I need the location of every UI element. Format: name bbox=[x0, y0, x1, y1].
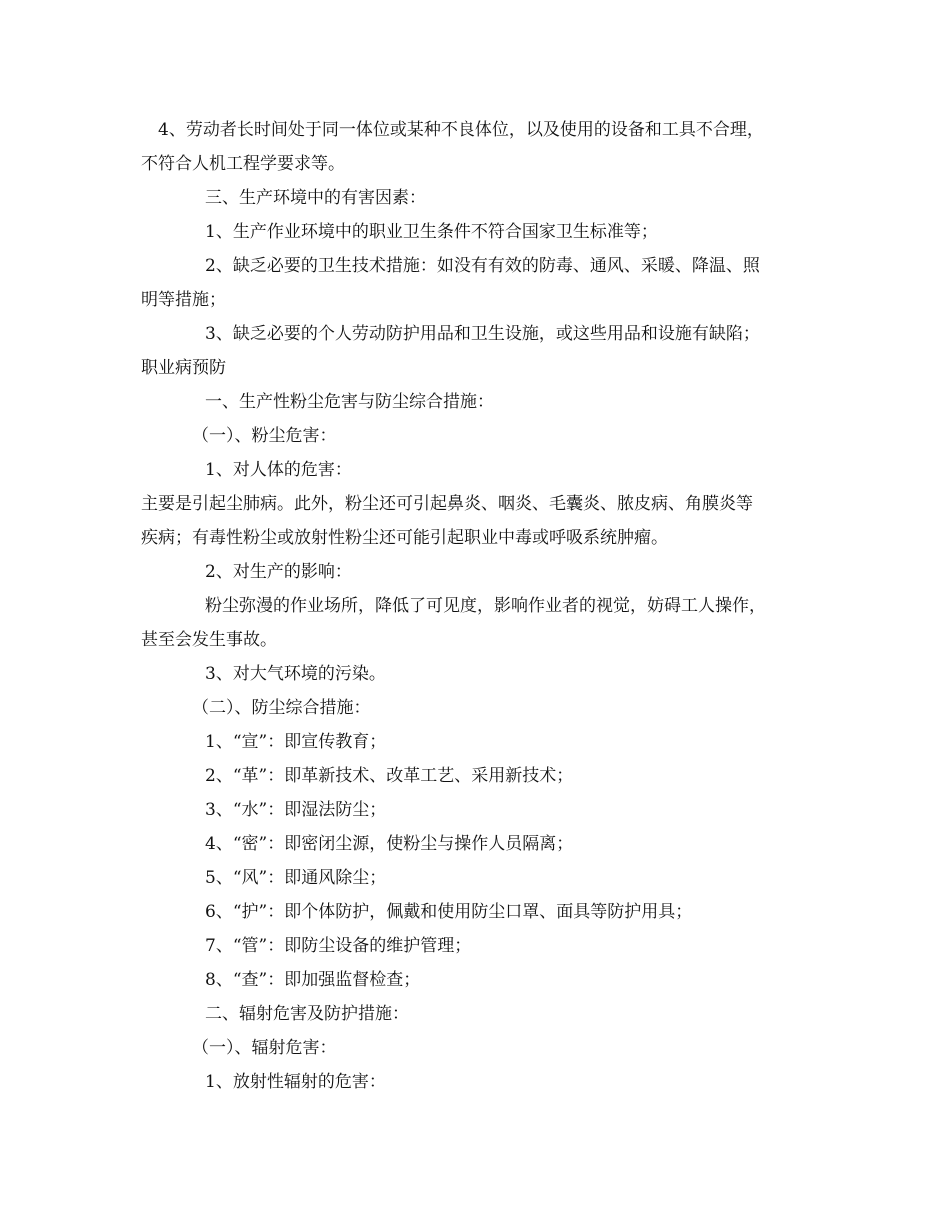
paragraph-line: 4、劳动者长时间处于同一体位或某种不良体位，以及使用的设备和工具不合理， bbox=[158, 120, 764, 140]
list-item: 2、“革”：即革新技术、改革工艺、采用新技术； bbox=[205, 766, 574, 786]
paragraph-line: 疾病；有毒性粉尘或放射性粉尘还可能引起职业中毒或呼吸系统肿瘤。 bbox=[141, 528, 668, 548]
subsection-heading: （二）、防尘综合措施： bbox=[192, 698, 371, 718]
paragraph-line: 3、缺乏必要的个人劳动防护用品和卫生设施，或这些用品和设施有缺陷； bbox=[205, 324, 760, 344]
paragraph-line: 1、对人体的危害： bbox=[205, 460, 352, 480]
section-heading: 一、生产性粉尘危害与防尘综合措施： bbox=[205, 392, 494, 412]
section-heading: 二、辐射危害及防护措施： bbox=[205, 1004, 409, 1024]
subsection-heading: （一）、辐射危害： bbox=[192, 1038, 337, 1058]
document-subtitle: 职业病预防 bbox=[141, 358, 226, 378]
paragraph-line: 2、对生产的影响： bbox=[205, 562, 352, 582]
paragraph-line: 粉尘弥漫的作业场所，降低了可见度，影响作业者的视觉，妨碍工人操作， bbox=[205, 596, 766, 616]
paragraph-line: 甚至会发生事故。 bbox=[141, 630, 277, 650]
paragraph-line: 1、放射性辐射的危害： bbox=[205, 1072, 386, 1092]
paragraph-line: 1、生产作业环境中的职业卫生条件不符合国家卫生标准等； bbox=[205, 222, 658, 242]
list-item: 5、“风”：即通风除尘； bbox=[205, 868, 387, 888]
paragraph-line: 主要是引起尘肺病。此外，粉尘还可引起鼻炎、咽炎、毛囊炎、脓皮病、角膜炎等 bbox=[141, 494, 753, 514]
section-heading: 三、生产环境中的有害因素： bbox=[205, 188, 426, 208]
list-item: 6、“护”：即个体防护，佩戴和使用防尘口罩、面具等防护用具； bbox=[205, 902, 693, 922]
list-item: 1、“宣”：即宣传教育； bbox=[205, 732, 387, 752]
list-item: 4、“密”：即密闭尘源，使粉尘与操作人员隔离； bbox=[205, 834, 574, 854]
list-item: 7、“管”：即防尘设备的维护管理； bbox=[205, 936, 472, 956]
paragraph-line: 明等措施； bbox=[141, 290, 226, 310]
list-item: 3、“水”：即湿法防尘； bbox=[205, 800, 387, 820]
paragraph-line: 3、对大气环境的污染。 bbox=[205, 664, 386, 684]
list-item: 8、“查”：即加强监督检查； bbox=[205, 970, 421, 990]
paragraph-line: 2、缺乏必要的卫生技术措施：如没有有效的防毒、通风、采暖、降温、照 bbox=[205, 256, 760, 276]
paragraph-line: 不符合人机工程学要求等。 bbox=[141, 154, 345, 174]
subsection-heading: （一）、粉尘危害： bbox=[192, 426, 337, 446]
